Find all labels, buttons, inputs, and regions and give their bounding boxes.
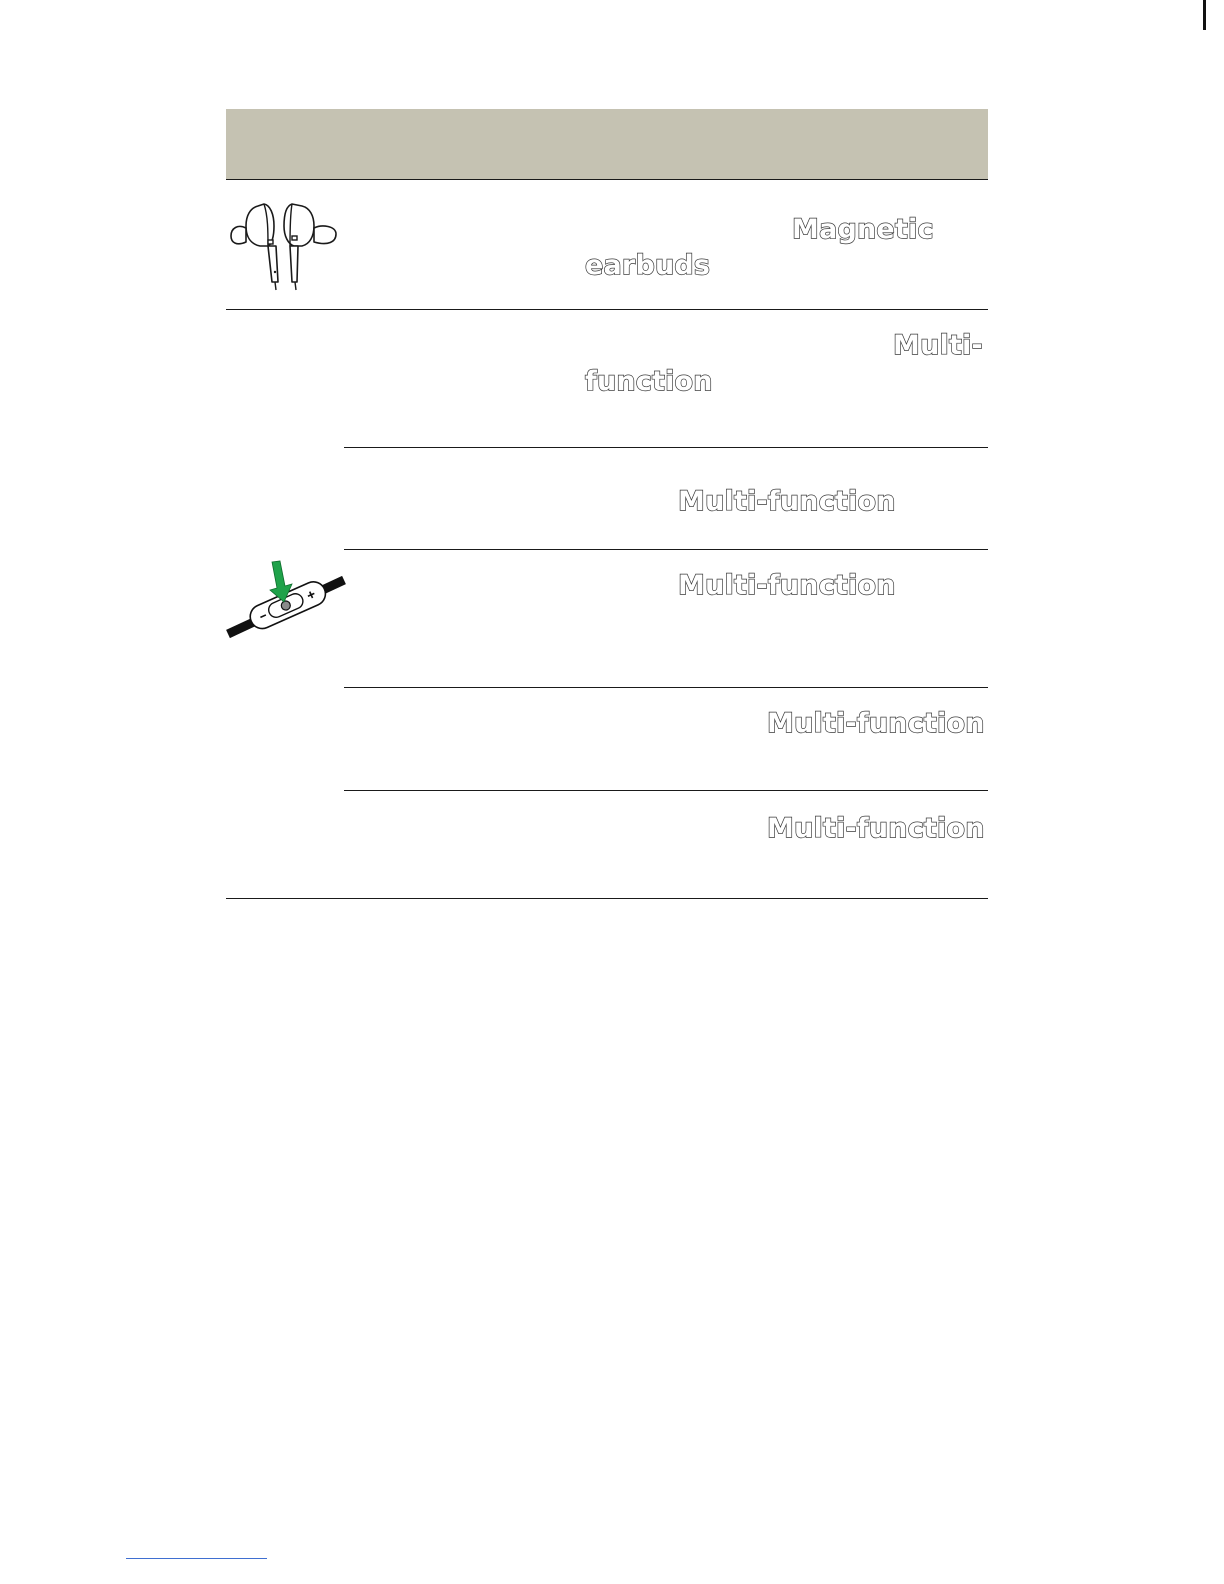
cell-term: Multi-function bbox=[767, 813, 985, 844]
cell-term: Multi-function bbox=[678, 486, 896, 517]
cell-term: Multi-function bbox=[678, 570, 896, 601]
cell-term: earbuds bbox=[585, 250, 711, 281]
row-divider bbox=[344, 549, 988, 550]
multifunction-button-icon bbox=[226, 560, 346, 648]
cell-term: function bbox=[585, 366, 713, 397]
earbuds-icon bbox=[228, 196, 340, 296]
footer-link-underline[interactable] bbox=[126, 1558, 267, 1559]
page-edge-mark bbox=[1203, 0, 1206, 30]
row-divider bbox=[226, 179, 988, 180]
row-divider bbox=[344, 790, 988, 791]
cell-term: Multi- bbox=[893, 330, 983, 361]
table-header bbox=[226, 109, 988, 179]
cell-term: Multi-function bbox=[767, 708, 985, 739]
table-bottom-rule bbox=[226, 898, 988, 899]
row-divider bbox=[344, 447, 988, 448]
row-divider bbox=[344, 687, 988, 688]
cell-term: Magnetic bbox=[792, 214, 934, 245]
row-divider bbox=[226, 309, 988, 310]
